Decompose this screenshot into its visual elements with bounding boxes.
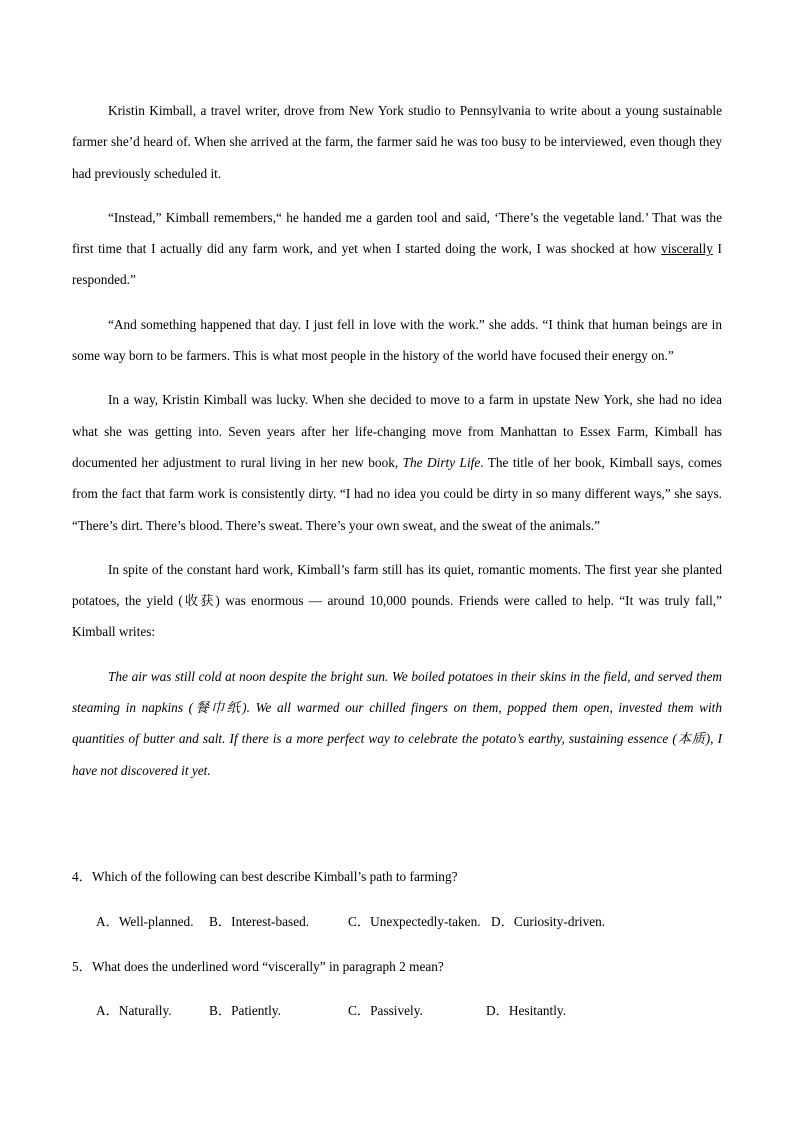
question-4-stem: 4．Which of the following can best describe Kimball’s path to farming?: [72, 869, 458, 884]
q4-option-a[interactable]: A．Well-planned.: [96, 914, 194, 929]
q5-option-b[interactable]: B．Patiently.: [209, 1003, 281, 1018]
passage: [72, 95, 722, 799]
paragraph-2: [72, 202, 722, 296]
paragraph-4-text-b: . The title of her book, Kimball says, comes from the fact that farm work is consistently dirty. “I had no idea you could be dirty in so many different ways,” she says. “There’s dirt. There’s blood. There’s sweat. There’s your own sweat, and the sweat of the animals.”: [72, 454, 722, 533]
book-title: The Dirty Life: [402, 454, 481, 470]
paragraph-2-text-b: I responded.”: [72, 241, 722, 288]
question-5-stem: 5．What does the underlined word “viscerally” in paragraph 2 mean?: [72, 959, 444, 974]
q5-option-d[interactable]: D．Hesitantly.: [486, 1003, 567, 1018]
paragraph-5: In spite of the constant hard work, Kimball’s farm still has its quiet, romantic moments. The first year she planted potatoes, the yield (收获) was enormous — around 10,000 pounds. Friends were called to help. “It was truly fall,” Kimball writes:: [72, 561, 722, 640]
q4-option-b[interactable]: B．Interest-based.: [209, 914, 310, 929]
q5-option-a[interactable]: A．Naturally.: [96, 1003, 172, 1018]
paragraph-4-text-a: In a way, Kristin Kimball was lucky. When she decided to move to a farm in upstate New York, she had no idea what she was getting into. Seven years after her life-changing move from Manhattan to Essex Farm, Kimball has documented her adjustment to rural living in her new book,: [72, 392, 722, 470]
paragraph-2-text-a: “Instead,” Kimball remembers,“ he handed me a garden tool and said, ‘There’s the vegetable land.’ That was the first time that I actually did any farm work, and yet when I started doing the work, I was shocked at how: [72, 209, 722, 257]
q5-option-c[interactable]: C．Passively.: [348, 1003, 423, 1018]
underlined-word: viscerally: [661, 241, 713, 257]
paragraph-4: [72, 384, 722, 540]
q4-option-d[interactable]: D．Curiosity-driven.: [491, 914, 606, 929]
q4-option-c[interactable]: C．Unexpectedly-taken.: [348, 914, 481, 929]
paragraph-3: “And something happened that day. I just fell in love with the work.” she adds. “I think that human beings are in some way born to be farmers. This is what most people in the history of the world have focused their energy on.”: [72, 316, 722, 364]
quoted-excerpt: The air was still cold at noon despite the bright sun. We boiled potatoes in their skins in the field, and served them steaming in napkins (餐巾纸). We all warmed our chilled fingers on them, popped them open, invested them with quantities of butter and salt. If there is a more perfect way to celebrate the potato’s earthy, sustaining essence (本质), I have not discovered it yet.: [72, 668, 722, 778]
paragraph-1: Kristin Kimball, a travel writer, drove from New York studio to Pennsylvania to write about a young sustainable farmer she’d heard of. When she arrived at the farm, the farmer said he was too busy to be interviewed, even though they had previously scheduled it.: [72, 103, 722, 181]
